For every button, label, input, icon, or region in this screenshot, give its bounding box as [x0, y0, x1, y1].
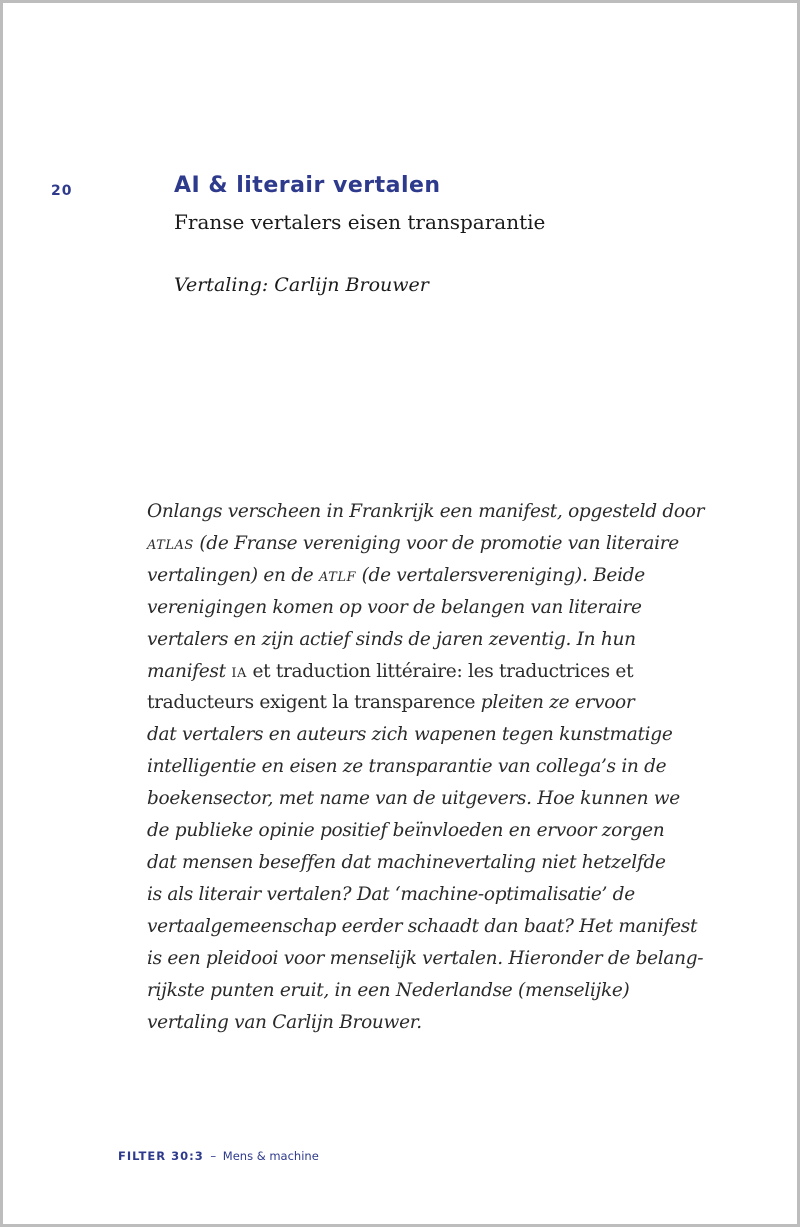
page-number: 20	[51, 183, 73, 199]
intro-paragraph	[147, 496, 705, 1038]
intro-line: dat mensen beseffen dat machinevertaling niet hetzelfde	[147, 851, 666, 873]
intro-line: rijkste punten eruit, in een Nederlandse (menselijke)	[147, 979, 630, 1001]
footer-theme: Mens & machine	[222, 1149, 319, 1163]
translator-name: Carlijn Brouwer	[274, 274, 429, 296]
intro-line: verenigingen komen op voor de belangen van literaire	[147, 596, 642, 618]
translator-credit	[174, 274, 429, 296]
manifest-title: et traduction littéraire: les traductrices et	[252, 660, 634, 682]
intro-text: manifest	[147, 660, 226, 682]
footer-separator: –	[210, 1149, 217, 1163]
abbr-ia: ia	[231, 660, 247, 682]
intro-text: pleiten ze ervoor	[480, 692, 635, 714]
intro-line	[147, 528, 677, 560]
intro-line	[147, 656, 677, 688]
abbr-atlas: atlas	[147, 532, 194, 554]
manifest-title: traducteurs exigent la transparence	[147, 692, 476, 714]
intro-line: is een pleidooi voor menselijk vertalen. Hieronder de belang-	[147, 947, 704, 969]
intro-text: (de Franse vereniging voor de promotie van literaire	[199, 532, 679, 554]
intro-text: (de vertalersvereniging). Beide	[361, 564, 645, 586]
intro-text: vertalingen) en de	[147, 564, 314, 586]
intro-line: vertaling van Carlijn Brouwer.	[147, 1011, 422, 1033]
intro-line: vertalers en zijn actief sinds de jaren zeventig. In hun	[147, 628, 636, 650]
footer-series: FILTER 30:3	[118, 1149, 204, 1163]
abbr-atlf: atlf	[319, 564, 357, 586]
article-subtitle: Franse vertalers eisen transparantie	[174, 210, 546, 234]
intro-line: dat vertalers en auteurs zich wapenen tegen kunstmatige	[147, 724, 673, 746]
intro-line: boekensector, met name van de uitgevers. Hoe kunnen we	[147, 788, 680, 810]
intro-line: vertaalgemeenschap eerder schaadt dan baat? Het manifest	[147, 915, 698, 937]
intro-line: is als literair vertalen? Dat ‘machine-optimalisatie’ de	[147, 883, 635, 905]
translator-label: Vertaling:	[174, 274, 269, 296]
intro-line	[147, 687, 677, 719]
running-footer	[118, 1149, 319, 1163]
intro-line: de publieke opinie positief beïnvloeden en ervoor zorgen	[147, 820, 665, 842]
article-title: AI & literair vertalen	[174, 173, 441, 198]
intro-line: Onlangs verscheen in Frankrijk een manifest, opgesteld door	[147, 501, 705, 522]
intro-line: intelligentie en eisen ze transparantie van collega’s in de	[147, 756, 667, 778]
intro-line	[147, 560, 677, 592]
